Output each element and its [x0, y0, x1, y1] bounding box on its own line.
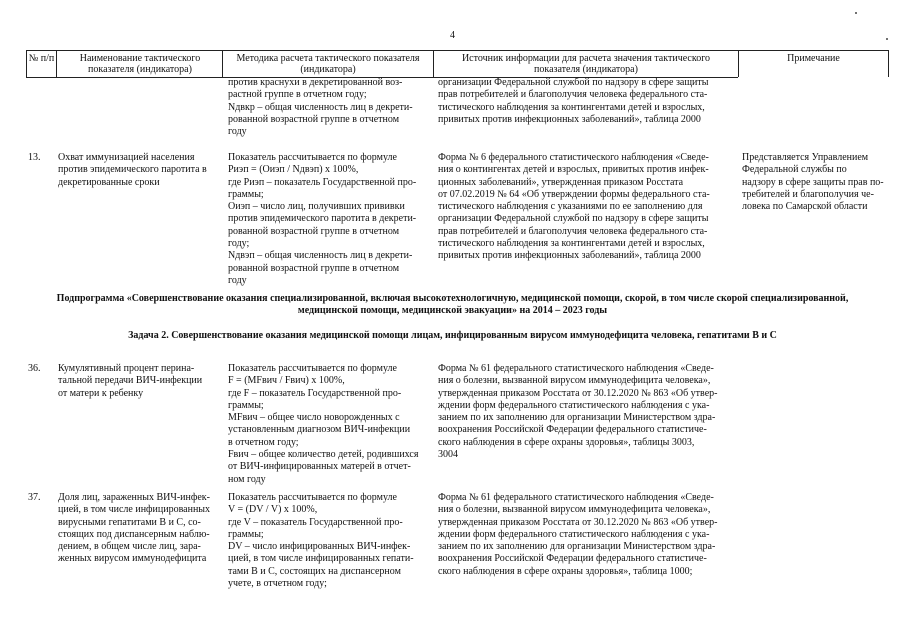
row-36-formula: F = (MFвич / Fвич) x 100%,	[228, 375, 345, 387]
continued-method-cell: против краснухи в декретированной воз- растной группе в отчетном году; Nдвкр – общая численность лиц в декрети- рованной возрастной группе в отчетном году	[228, 77, 413, 138]
row-36-indicator-name: Кумулятивный процент перина- тальной передачи ВИЧ-инфекции от матери к ребенку	[58, 363, 203, 399]
scan-speck	[855, 12, 857, 14]
row-37-formula: V = (DV / V) x 100%,	[228, 504, 318, 516]
row-13-formula: Pиэп = (Oиэп / Nдвэп) x 100%,	[228, 164, 359, 176]
row-number-37: 37.	[28, 492, 41, 503]
subprogram-title: Подпрограмма «Совершенствование оказания специализированной, включая высокотехнологичную, медицинской помощи, скорой, в том числе скорой специализированной, медицинской помощи, медицинской эвакуации» на 2014 – 2023 годы	[56, 293, 849, 317]
task-title: Задача 2. Совершенствование оказания медицинской помощи лицам, инфицированным вирусом иммунодефицита человека, гепатитами В и С	[128, 330, 777, 341]
header-col-method: Методика расчета тактического показателя (индикатора)	[236, 53, 420, 75]
row-37-indicator-name: Доля лиц, зараженных ВИЧ-инфек- цией, в том числе инфицированных вирусными гепатитами В и С, со- стоящих под диспансерным наблю- дением, в общем числе лиц, зара- женных вирусом иммунодефицита	[58, 492, 211, 565]
row-36-method: Показатель рассчитывается по формуле F = (MFвич / Fвич) x 100%, где F – показатель Государственной про- граммы; MFвич – общее число новорожденных с установленным диагнозом ВИЧ-инфекции в отчетном году; Fвич – общее количество детей, родившихся от ВИЧ-инфицированных матерей в отчет- ном году	[228, 363, 428, 486]
row-13-note: Представляется Управлением Федеральной службы по надзору в сфере защиты прав по- требителей и благополучия че- ловека по Самарской области	[742, 152, 884, 213]
scan-speck	[886, 38, 888, 40]
continued-source-cell: организации Федеральной службой по надзору в сфере защиты прав потребителей и благополучия человека федерального ста- тистического наблюдения за контингентами детей и взрослых, привитых против инфекционных заболеваний», таблица 2000	[438, 77, 709, 125]
header-col-note: Примечание	[787, 53, 840, 64]
header-col-number: № п/п	[28, 53, 55, 64]
row-13-indicator-name: Охват иммунизацией населения против эпидемического паротита в декретированные сроки	[58, 152, 207, 188]
row-13-method: Показатель рассчитывается по формуле Pиэп = (Oиэп / Nдвэп) x 100%, где Pиэп – показатель Государственной про- граммы; Oиэп – число лиц, получивших прививки против эпидемического паротита в декрети- рованной возрастной группе в отчетном году; Nдвэп – общая численность лиц в декрети- рованной возрастной группе в отчетном году	[228, 152, 428, 287]
row-37-method: Показатель рассчитывается по формуле V = (DV / V) x 100%, где V – показатель Государственной про- граммы; DV – число инфицированных ВИЧ-инфек- цией, в том числе инфицированных гепати- тами В и С, состоящих на диспансерном учете, в отчетном году;	[228, 492, 428, 590]
row-number-13: 13.	[28, 152, 41, 163]
page-number: 4	[450, 30, 455, 41]
header-col-source: Источник информации для расчета значения тактического показателя (индикатора)	[461, 53, 711, 75]
row-number-36: 36.	[28, 363, 41, 374]
row-36-source: Форма № 61 федерального статистического наблюдения «Сведе- ния о болезни, вызванной вирусом иммунодефицита человека», утвержденная приказом Росстата от 30.12.2020 № 863 «Об утвер- ждении форм федерального статистического наблюдения с ука- занием по их заполнению для организации Министерством здра- воохранения Российской Федерации федерального статистиче- ского наблюдения в сфере охраны здоровья», таблицы 3003, 3004	[438, 363, 718, 461]
row-13-source: Форма № 6 федерального статистического наблюдения «Сведе- ния о контингентах детей и взрослых, привитых против инфек- ционных заболеваний», утвержденная приказом Росстата от 07.02.2019 № 64 «Об утверждении формы федерального ста- тистического наблюдения с указаниями по ее заполнению для организации Федеральной службой по надзору в сфере защиты прав потребителей и благополучия человека федерального ста- тистического наблюдения за контингентами детей и взрослых, привитых против инфекционных заболеваний», таблица 2000	[438, 152, 710, 262]
row-37-source: Форма № 61 федерального статистического наблюдения «Сведе- ния о болезни, вызванной вирусом иммунодефицита человека», утвержденная приказом Росстата от 30.12.2020 № 863 «Об утвер- ждении форм федерального статистического наблюдения с ука- занием по их заполнению для организации Министерством здра- воохранения Российской Федерации федерального статистиче- ского наблюдения в сфере охраны здоровья», таблица 1000;	[438, 492, 718, 577]
header-col-name: Наименование тактического показателя (индикатора)	[79, 53, 201, 75]
